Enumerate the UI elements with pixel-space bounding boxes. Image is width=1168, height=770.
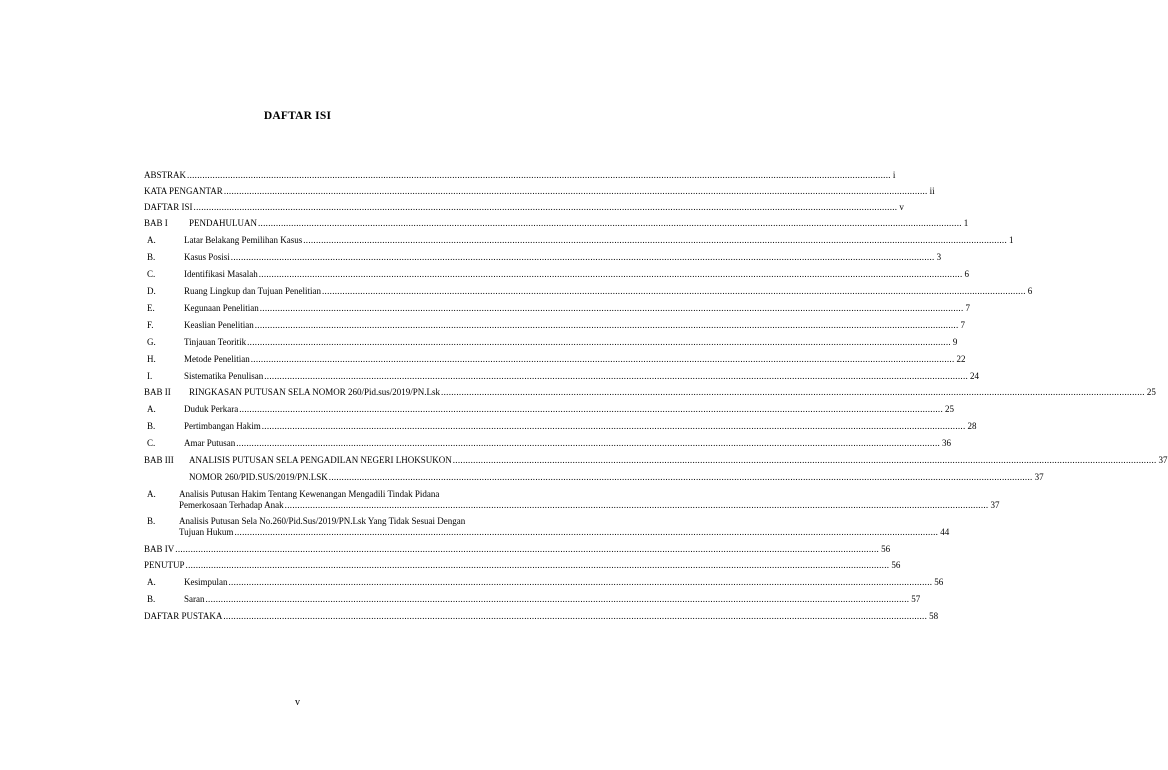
toc-page-number: 9 [952,337,958,347]
item-number: A. [147,577,156,587]
toc-page-number: 1 [1009,235,1014,245]
item-number: A. [147,235,156,245]
dot-leader [329,472,1033,483]
dot-leader [206,594,910,605]
toc-entry-bab-2-c[interactable] [144,438,952,449]
toc-entry-bab-1-i[interactable] [144,371,980,382]
toc-entry-text: PENUTUP [144,560,185,570]
toc-page-number: 37 [1158,455,1168,465]
toc-page-number: 22 [956,354,966,364]
toc-page-number: 7 [960,320,966,330]
toc-entry-text: PENDAHULUAN [189,218,257,228]
dot-leader [236,438,940,449]
item-number: B. [147,594,156,604]
toc-entry-daftar-isi[interactable] [144,202,904,213]
toc-entry-bab-4[interactable] [144,544,891,555]
chapter-label: BAB II [144,387,171,397]
toc-entry-kata-pengantar[interactable] [144,186,935,197]
toc-entry-text-line-2: Tujuan Hukum [179,527,234,537]
toc-entry-text: Saran [184,594,205,604]
toc-entry-bab-3-a[interactable] [144,489,1000,511]
toc-page-number: ii [929,186,935,196]
toc-page-number: 1 [963,218,969,228]
toc-entry-text: Duduk Perkara [184,404,239,414]
toc-entry-daftar-pustaka[interactable] [144,611,939,622]
toc-entry-penutup-b[interactable] [144,594,921,605]
toc-page-number: 28 [967,421,977,431]
dot-leader [231,252,935,263]
toc-page-number: 3 [936,252,942,262]
dot-leader [260,303,964,314]
toc-entry-abstrak[interactable] [144,170,896,181]
dot-leader [224,186,928,197]
item-number: F. [147,320,154,330]
item-number: E. [147,303,155,313]
toc-entry-text: ABSTRAK [144,170,187,180]
dot-leader [229,577,933,588]
dot-leader [441,387,1145,398]
dot-leader [258,218,962,229]
item-number: G. [147,337,156,347]
item-number: I. [147,371,153,381]
dot-leader [239,404,943,415]
toc-entry-text: Ruang Lingkup dan Tujuan Penelitian [184,286,321,296]
toc-entry-text: NOMOR 260/PID.SUS/2019/PN.LSK [189,472,328,482]
toc-entry-bab-3-continued[interactable] [144,472,1044,483]
dot-leader [259,269,963,280]
toc-entry-text: Latar Belakang Pemilihan Kasus [184,235,303,245]
toc-entry-bab-2[interactable] [144,387,1156,398]
toc-entry-text: Sistematika Penulisan [184,371,264,381]
toc-entry-text: Keaslian Penelitian [184,320,254,330]
toc-page-number: 37 [1034,472,1044,482]
toc-entry-text: KATA PENGANTAR [144,186,223,196]
toc-entry-text: Kesimpulan [184,577,228,587]
toc-page-number: 6 [1027,286,1033,296]
toc-entry-text: RINGKASAN PUTUSAN SELA NOMOR 260/Pid.sus/2019/PN.Lsk [189,387,441,397]
item-number: A. [147,489,156,499]
toc-entry-text: ANALISIS PUTUSAN SELA PENGADILAN NEGERI LHOKSUKON [189,455,452,465]
item-number: C. [147,438,156,448]
toc-page-number: 24 [970,371,980,381]
dot-leader [303,235,1007,246]
dot-leader [175,544,879,555]
toc-entry-text: BAB IV [144,544,175,554]
toc-entry-text: Amar Putusan [184,438,236,448]
toc-page-number: 6 [964,269,970,279]
toc-entry-text-line-2: Pemerkosaan Terhadap Anak [179,500,284,510]
dot-leader [187,170,891,181]
toc-entry-text: Tinjauan Teoritik [184,337,247,347]
toc-entry-bab-1-e[interactable] [144,303,971,314]
toc-entry-text-line-1: Analisis Putusan Sela No.260/Pid.Sus/2019/PN.Lsk Yang Tidak Sesuai Dengan [179,516,466,526]
toc-entry-bab-3-b[interactable] [144,516,950,538]
dot-leader [251,354,955,365]
toc-entry-text-line-1: Analisis Putusan Hakim Tentang Kewenangan Mengadili Tindak Pidana [179,489,440,499]
toc-page-number: 56 [881,544,891,554]
item-number: B. [147,421,156,431]
toc-entry-bab-2-a[interactable] [144,404,955,415]
toc-entry-bab-3[interactable] [144,455,1168,466]
toc-entry-bab-1-d[interactable] [144,286,1033,297]
toc-page-number: 36 [942,438,952,448]
dot-leader [194,202,898,213]
toc-entry-bab-1-f[interactable] [144,320,966,331]
dot-leader [223,611,927,622]
toc-page-number: 25 [945,404,955,414]
toc-page-number: 58 [929,611,939,621]
toc-page-number: v [899,202,904,212]
dot-leader [234,527,938,538]
toc-entry-bab-1-g[interactable] [144,337,958,348]
chapter-label: BAB III [144,455,174,465]
toc-entry-text: Kegunaan Penelitian [184,303,259,313]
toc-entry-text: Pertimbangan Hakim [184,421,261,431]
toc-page-number: 7 [965,303,971,313]
chapter-label: BAB I [144,218,168,228]
dot-leader [247,337,951,348]
toc-page-number: 44 [940,527,950,537]
toc-page-number: 56 [891,560,901,570]
toc-entry-text: Identifikasi Masalah [184,269,258,279]
toc-page-number: 25 [1146,387,1156,397]
toc-entry-text: DAFTAR ISI [144,202,193,212]
toc-entry-bab-1[interactable] [144,218,969,229]
dot-leader [453,455,1157,466]
item-number: D. [147,286,156,296]
dot-leader [322,286,1026,297]
page-title: DAFTAR ISI [263,110,332,122]
page-number: v [295,697,300,708]
toc-page-number: 57 [911,594,921,604]
item-number: H. [147,354,156,364]
dot-leader [285,500,989,511]
item-number: A. [147,404,156,414]
toc-page-number: 56 [934,577,944,587]
toc-entry-text: Kasus Posisi [184,252,230,262]
toc-entry-text: DAFTAR PUSTAKA [144,611,223,621]
toc-entry-bab-1-h[interactable] [144,354,966,365]
toc-entry-bab-1-a[interactable] [144,235,1014,246]
dot-leader [255,320,959,331]
toc-entry-bab-2-b[interactable] [144,421,977,432]
toc-page-number: i [892,170,896,180]
dot-leader [264,371,968,382]
toc-entry-bab-1-c[interactable] [144,269,970,280]
dot-leader [186,560,890,571]
item-number: B. [147,252,156,262]
toc-entry-penutup[interactable] [144,560,901,571]
toc-entry-text: Metode Penelitian [184,354,250,364]
item-number: C. [147,269,156,279]
toc-page-number: 37 [990,500,1000,510]
toc-entry-penutup-a[interactable] [144,577,944,588]
dot-leader [262,421,966,432]
table-of-contents [144,170,1168,622]
toc-entry-bab-1-b[interactable] [144,252,942,263]
item-number: B. [147,516,156,526]
